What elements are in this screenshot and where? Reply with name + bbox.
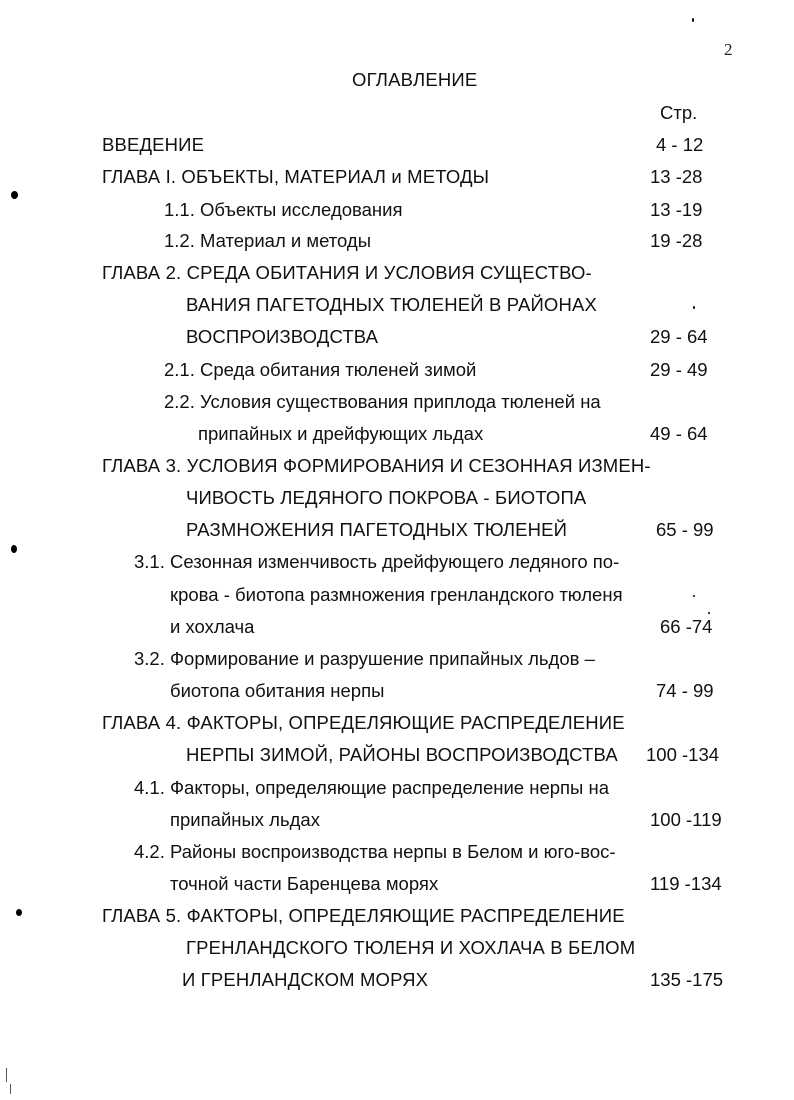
toc-pages-section-3-1: 66 -74 xyxy=(660,616,713,637)
toc-pages-chapter-1: 13 -28 xyxy=(650,166,703,187)
page-title: ОГЛАВЛЕНИЕ xyxy=(352,69,478,90)
toc-pages-section-1-1: 13 -19 xyxy=(650,199,703,220)
pages-column-header: Стр. xyxy=(660,102,698,123)
page-number: 2 xyxy=(724,40,733,59)
toc-entry-chapter-4-line-2: НЕРПЫ ЗИМОЙ, РАЙОНЫ ВОСПРОИЗВОДСТВА xyxy=(186,744,618,765)
toc-pages-section-4-1: 100 -119 xyxy=(650,809,722,830)
scan-speck xyxy=(11,191,18,199)
toc-entry-chapter-2-line-3: ВОСПРОИЗВОДСТВА xyxy=(186,326,379,347)
toc-pages-intro: 4 - 12 xyxy=(656,134,704,155)
toc-entry-section-4-1-line-2: припайных льдах xyxy=(170,809,320,830)
toc-entry-section-1-1: 1.1. Объекты исследования xyxy=(164,199,403,220)
toc-entry-chapter-4-line-1: ГЛАВА 4. ФАКТОРЫ, ОПРЕДЕЛЯЮЩИЕ РАСПРЕДЕЛЕНИЕ xyxy=(102,712,625,733)
toc-entry-chapter-5-line-3: И ГРЕНЛАНДСКОМ МОРЯХ xyxy=(182,969,429,990)
toc-entry-section-4-2-line-1: 4.2. Районы воспроизводства нерпы в Белом и юго-вос- xyxy=(134,841,616,862)
toc-entry-chapter-2-line-2: ВАНИЯ ПАГЕТОДНЫХ ТЮЛЕНЕЙ В РАЙОНАХ xyxy=(186,294,597,315)
toc-pages-section-3-2: 74 - 99 xyxy=(656,680,714,701)
toc-pages-section-1-2: 19 -28 xyxy=(650,230,703,251)
toc-entry-section-4-1-line-1: 4.1. Факторы, определяющие распределение нерпы на xyxy=(134,777,609,798)
toc-entry-chapter-1: ГЛАВА I. ОБЪЕКТЫ, МАТЕРИАЛ и МЕТОДЫ xyxy=(102,166,490,187)
scan-speck xyxy=(708,612,710,614)
toc-entry-chapter-3-line-2: ЧИВОСТЬ ЛЕДЯНОГО ПОКРОВА - БИОТОПА xyxy=(186,487,587,508)
scan-edge-mark xyxy=(6,1068,7,1082)
toc-entry-chapter-3-line-3: РАЗМНОЖЕНИЯ ПАГЕТОДНЫХ ТЮЛЕНЕЙ xyxy=(186,519,568,540)
toc-entry-section-3-1-line-1: 3.1. Сезонная изменчивость дрейфующего ледяного по- xyxy=(134,551,620,572)
scan-speck xyxy=(693,595,695,597)
toc-pages-chapter-4: 100 -134 xyxy=(646,744,720,765)
toc-pages-chapter-3: 65 - 99 xyxy=(656,519,714,540)
scan-edge-mark xyxy=(10,1084,11,1094)
toc-entry-chapter-5-line-1: ГЛАВА 5. ФАКТОРЫ, ОПРЕДЕЛЯЮЩИЕ РАСПРЕДЕЛЕНИЕ xyxy=(102,905,625,926)
toc-entry-chapter-3-line-1: ГЛАВА 3. УСЛОВИЯ ФОРМИРОВАНИЯ И СЕЗОННАЯ ИЗМЕН- xyxy=(102,455,651,476)
toc-entry-section-3-2-line-1: 3.2. Формирование и разрушение припайных льдов – xyxy=(134,648,595,669)
scan-speck xyxy=(16,909,22,916)
toc-entry-section-1-2: 1.2. Материал и методы xyxy=(164,230,372,251)
toc-entry-chapter-5-line-2: ГРЕНЛАНДСКОГО ТЮЛЕНЯ И ХОХЛАЧА В БЕЛОМ xyxy=(186,937,636,958)
toc-entry-section-3-1-line-3: и хохлача xyxy=(170,616,255,637)
scan-speck xyxy=(693,306,695,309)
scan-speck xyxy=(11,545,17,553)
toc-pages-chapter-2: 29 - 64 xyxy=(650,326,708,347)
toc-entry-section-2-1: 2.1. Среда обитания тюленей зимой xyxy=(164,359,477,380)
toc-entry-section-3-2-line-2: биотопа обитания нерпы xyxy=(170,680,385,701)
toc-pages-chapter-5: 135 -175 xyxy=(650,969,724,990)
toc-entry-section-2-2-line-1: 2.2. Условия существования приплода тюленей на xyxy=(164,391,601,412)
toc-entry-chapter-2-line-1: ГЛАВА 2. СРЕДА ОБИТАНИЯ И УСЛОВИЯ СУЩЕСТВО- xyxy=(102,262,592,283)
toc-entry-section-2-2-line-2: припайных и дрейфующих льдах xyxy=(198,423,484,444)
toc-pages-section-2-2: 49 - 64 xyxy=(650,423,708,444)
toc-pages-section-2-1: 29 - 49 xyxy=(650,359,708,380)
toc-entry-section-3-1-line-2: крова - биотопа размножения гренландского тюленя xyxy=(170,584,623,605)
toc-pages-section-4-2: 119 -134 xyxy=(650,873,722,894)
toc-entry-section-4-2-line-2: точной части Баренцева морях xyxy=(170,873,439,894)
scan-speck xyxy=(692,18,694,22)
toc-entry-intro: ВВЕДЕНИЕ xyxy=(102,134,205,155)
